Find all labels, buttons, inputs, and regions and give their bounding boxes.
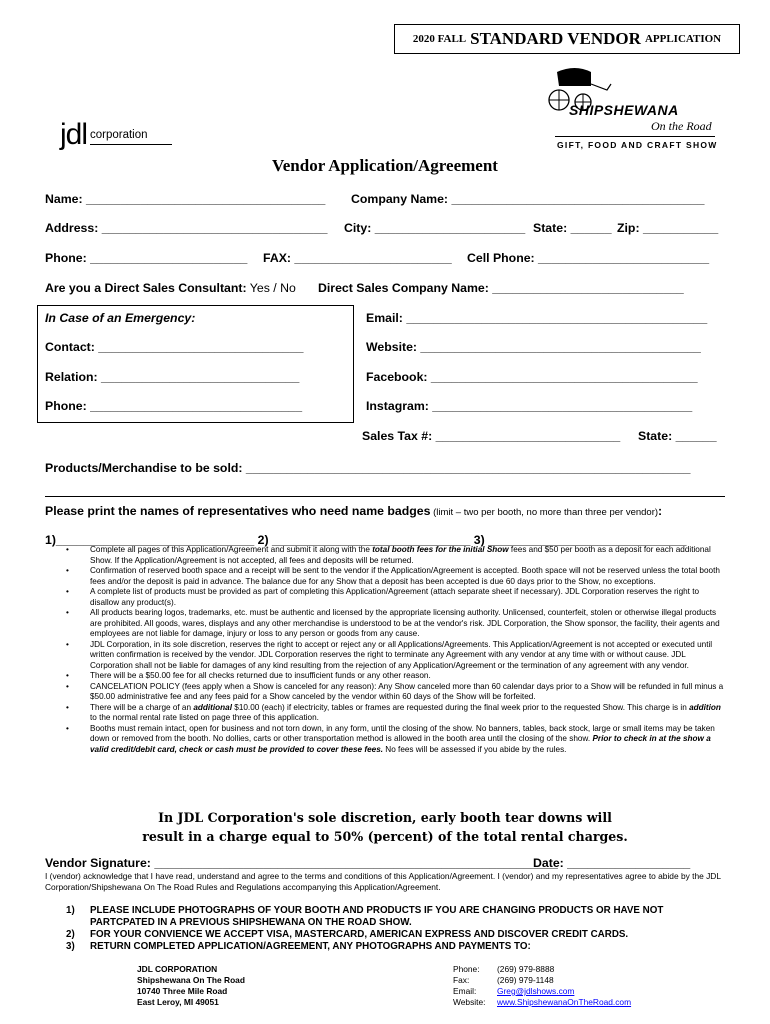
contact-fax: Fax: (269) 979-1148 [453, 975, 554, 985]
direct-sales-question[interactable] [45, 281, 296, 295]
cell-phone-field[interactable]: Cell Phone: _________________________ [467, 251, 710, 265]
emergency-heading: In Case of an Emergency: [45, 311, 196, 325]
relation-field[interactable]: Relation: _____________________________ [45, 370, 300, 384]
jdl-logo-mark: jdl [60, 118, 88, 151]
header-main: STANDARD VENDOR [470, 29, 641, 48]
name-badge-colon: : [658, 504, 663, 518]
form-header [394, 24, 740, 54]
instruction-item: 1) PLEASE INCLUDE PHOTOGRAPHS OF YOUR BOOTH AND PRODUCTS IF YOU ARE CHANGING PRODUCTS OR HAVE NOT PARTCPATED IN A PREVIOUS SHIPSHEWANA ON THE ROAD SHOW. [66, 905, 664, 928]
mailing-address [137, 964, 245, 1008]
website-field[interactable]: Website: _________________________________________ [366, 340, 701, 354]
term-item: • There will be a charge of an additional $10.00 (each) if electricity, tables or frames are requested during the final week prior to the requested Show. This charge is in addition to the normal rental rate listed on page three of this application. [66, 703, 728, 724]
terms-list [66, 545, 728, 755]
direct-sales-options[interactable]: Yes / No [246, 281, 296, 295]
company-name-field[interactable]: Company Name: _____________________________________ [351, 192, 705, 206]
name-field[interactable]: Name: ___________________________________ [45, 192, 326, 206]
tear-down-line-1: In JDL Corporation's sole discretion, early booth tear downs will [158, 810, 612, 825]
term-item: • Confirmation of reserved booth space and a receipt will be sent to the vendor if the Application/Agreement is accepted. Booth space will not be reserved unless the total booth fees and/or the deposit is paid in advance. The balance due for any Show that a deposit has been accepted is due 60 days prior to the Show, no exceptions. [66, 566, 728, 587]
tear-down-line-2: result in a charge equal to 50% (percent) of the total rental charges. [142, 829, 628, 844]
emergency-phone-field[interactable]: Phone: _______________________________ [45, 399, 303, 413]
signature-date-field[interactable]: Date: __________________ [533, 856, 691, 870]
phone-field[interactable]: Phone: _______________________ [45, 251, 248, 265]
state-field[interactable]: State: ______ [533, 221, 612, 235]
products-field[interactable]: Products/Merchandise to be sold: _________________________________________________________________ [45, 461, 691, 475]
brand-name: SHIPSHEWANA [569, 102, 679, 118]
jdl-logo-rule [90, 144, 172, 145]
products-extra-line[interactable] [45, 496, 725, 497]
emergency-contact-field[interactable]: Contact: ______________________________ [45, 340, 304, 354]
contact-phone: Phone: (269) 979-8888 [453, 964, 555, 974]
zip-field[interactable]: Zip: ___________ [617, 221, 719, 235]
header-year: 2020 FALL [412, 33, 467, 45]
email-link[interactable]: Greg@jdlshows.com [497, 986, 575, 996]
representative-fields[interactable]: 1)_____________________________ 2) _____________________________ 3) _____________________________ [45, 533, 687, 547]
address-field[interactable]: Address: _________________________________ [45, 221, 328, 235]
email-field[interactable]: Email: ____________________________________________ [366, 311, 708, 325]
facebook-field[interactable]: Facebook: _______________________________________ [366, 370, 698, 384]
brand-tagline: GIFT, FOOD AND CRAFT SHOW [557, 140, 718, 150]
term-item: • Booths must remain intact, open for business and not torn down, in any form, until the closing of the show. No banners, tables, back stock, large or small items may be taken down or removed from the booth. No dollies, carts or other transportation method is allowed in the booth area until the closing of the show. Prior to check in at the show a valid credit/debit card, check or cash must be provided to cover these fees. No fees will be assessed if you abide by the rules. [66, 724, 728, 756]
name-badge-limit: (limit – two per booth, no more than three per vendor) [430, 507, 659, 518]
contact-email: Email: Greg@jdlshows.com [453, 986, 575, 996]
brand-rule [555, 136, 715, 137]
city-field[interactable]: City: ______________________ [344, 221, 526, 235]
website-link[interactable]: www.ShipshewanaOnTheRoad.com [497, 997, 632, 1007]
acknowledgement-text: I (vendor) acknowledge that I have read, understand and agree to the terms and conditions of this Application/Agreement. I (vendor) and my representatives agree to abide by the JDL Corporation/Shipshewana On The Road Rules and Regulations accompanying this Application/Agreement. [45, 871, 721, 892]
term-item: • There will be a $50.00 fee for all checks returned due to insufficient funds or any other reason. [66, 671, 728, 682]
jdl-logo-text: corporation [90, 129, 148, 141]
sales-tax-field[interactable]: Sales Tax #: ___________________________ [362, 429, 621, 443]
shipshewana-logo [545, 64, 735, 156]
instruction-item: 3) RETURN COMPLETED APPLICATION/AGREEMENT, ANY PHOTOGRAPHS AND PAYMENTS TO: [66, 941, 531, 952]
term-item: • CANCELATION POLICY (fees apply when a Show is canceled for any reason): Any Show canceled more than 60 calendar days prior to a Show will be refunded in full minus a $50.00 administrative fee and any fees paid for a Show canceled by the vendor within 60 days of the Show will be forfeited. [66, 682, 728, 703]
direct-sales-company-field[interactable]: Direct Sales Company Name: ____________________________ [318, 281, 684, 295]
address-line: 10740 Three Mile Road [137, 986, 228, 996]
name-badge-instructions [45, 504, 662, 518]
term-item: • All products bearing logos, trademarks, etc. must be authentic and licensed by the appropriate licensing authority. Unlicensed, counterfeit, stolen or otherwise illegal products are prohibited. All goods, wares, displays and any other merchandise is understood to be at the vendor's risk. JDL Corporation, the Show sponsor, the facility, their agents and employees are not liable for damage, injury or loss to any person or goods from any cause. [66, 608, 728, 640]
page-title: Vendor Application/Agreement [272, 156, 498, 175]
term-item: • A complete list of products must be provided as part of completing this Application/Agreement (attach separate sheet if necessary). JDL Corporation reserves the right to disallow any product(s). [66, 587, 728, 608]
fax-field[interactable]: FAX: _______________________ [263, 251, 452, 265]
sales-tax-state-field[interactable]: State: ______ [638, 429, 717, 443]
jdl-corporation-logo [60, 118, 176, 152]
instagram-field[interactable]: Instagram: ______________________________________ [366, 399, 693, 413]
vendor-signature-field[interactable]: Vendor Signature: ___________________________________________________________ [45, 856, 558, 870]
contact-website: Website: www.ShipshewanaOnTheRoad.com [453, 997, 632, 1007]
brand-subtitle: On the Road [651, 119, 712, 133]
instruction-item: 2) FOR YOUR CONVIENCE WE ACCEPT VISA, MASTERCARD, AMERICAN EXPRESS AND DISCOVER CREDIT CARDS. [66, 929, 629, 940]
instructions-list [66, 905, 706, 953]
address-line: East Leroy, MI 49051 [137, 997, 219, 1007]
address-line: JDL CORPORATION [137, 964, 218, 974]
header-suffix: APPLICATION [644, 33, 722, 45]
name-badge-heading: Please print the names of representatives who need name badges [45, 504, 431, 518]
direct-sales-label: Are you a Direct Sales Consultant: [45, 281, 247, 295]
term-item: • Complete all pages of this Application/Agreement and submit it along with the total booth fees for the initial Show fees and $50 per booth as a deposit for each additional Show. If the Application/Agreement is not accepted, all fees and deposits will be returned. [66, 545, 728, 566]
tear-down-notice [0, 808, 770, 846]
term-item: • JDL Corporation, in its sole discretion, reserves the right to accept or reject any or all Applications/Agreements. This Application/Agreement is not accepted or executed until written confirmation is received by the vendor. JDL Corporation reserves the right to terminate any Agreement with any vendor at any time with or without cause. JDL Corporation shall not be liable for damages of any kind resulting from the rejection of any Application/Agreement or the termination of any agreement with any vendor. [66, 640, 728, 672]
contact-info [453, 964, 631, 1008]
address-line: Shipshewana On The Road [137, 975, 245, 985]
